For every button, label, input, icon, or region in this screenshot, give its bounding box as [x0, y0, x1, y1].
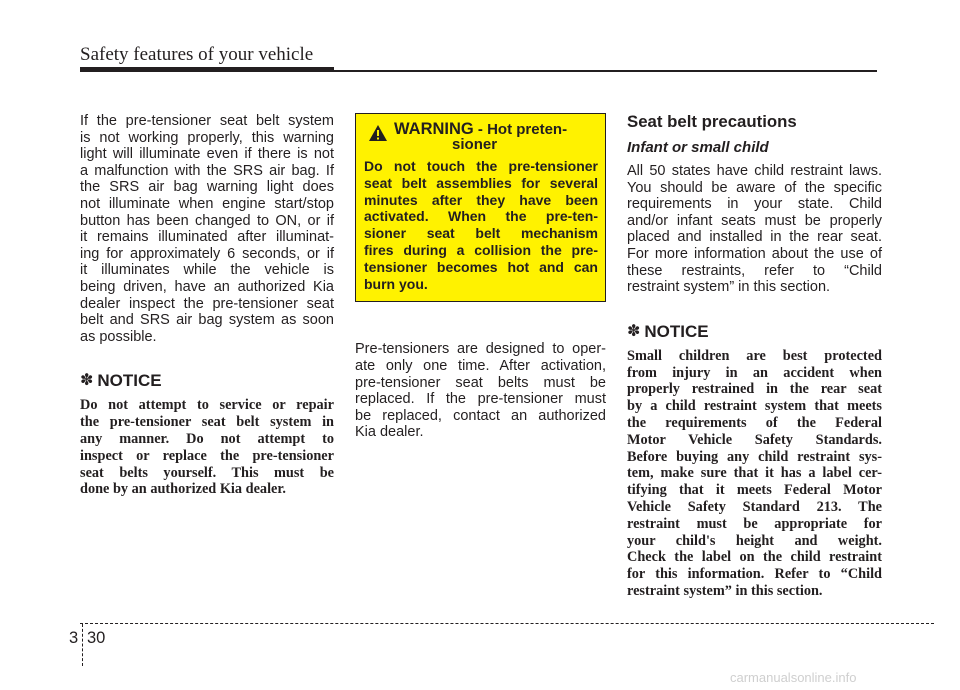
footer-rule	[80, 623, 934, 624]
text-line: Do not touch the pre-tensioner	[364, 158, 598, 174]
text-line: pre-tensioner seat belts must be	[355, 374, 606, 391]
warning-title	[364, 122, 598, 152]
text-line: restraint system” in this section.	[627, 279, 831, 296]
text-line: You should be aware of the specific	[627, 179, 882, 196]
text-line: it illuminates while the vehicle is	[80, 262, 334, 279]
warning-title-text	[394, 122, 567, 152]
warning-word: WARNING	[394, 120, 474, 138]
page-header-title: Safety features of your vehicle	[80, 44, 314, 65]
text-line: is not working properly, this warning	[80, 129, 334, 146]
text-line: restraint system” in this section.	[627, 582, 823, 599]
text-line: your child's height and weight.	[627, 532, 882, 549]
left-body-text	[80, 113, 334, 345]
text-line: Vehicle Safety Standard 213. The	[627, 498, 882, 515]
right-notice-heading	[627, 322, 882, 342]
text-line: properly restrained in the rear seat	[627, 381, 882, 398]
middle-column	[355, 113, 606, 441]
text-line: Before buying any child restraint sys-	[627, 448, 882, 465]
text-line: being driven, have an authorized Kia	[80, 278, 334, 295]
text-line: restraint must be appropriate for	[627, 515, 882, 532]
text-line: activated. When the pre-ten-	[364, 208, 598, 225]
text-line: done by an authorized Kia dealer.	[80, 481, 286, 498]
text-line: tifying that it meets Federal Motor	[627, 482, 882, 499]
asterisk-icon: ✽	[80, 372, 94, 390]
header-rule-thin	[334, 70, 877, 72]
text-line: the SRS air bag warning light does	[80, 179, 334, 196]
text-line: fires during a collision the pre-	[364, 241, 598, 258]
text-line: belt and SRS air bag system as soon	[80, 312, 334, 329]
right-body-text	[627, 163, 882, 296]
text-line: seat belts yourself. This must be	[80, 464, 334, 481]
text-line: sioner seat belt mechanism	[364, 225, 598, 242]
text-line: any manner. Do not attempt to	[80, 430, 334, 447]
text-line: as possible.	[80, 328, 157, 345]
text-line: Check the label on the child restraint	[627, 549, 882, 566]
text-line: be replaced, contact an authorized	[355, 407, 606, 424]
text-line: these restraints, refer to “Child	[627, 262, 882, 279]
text-line: button has been changed to ON, or if	[80, 212, 334, 229]
text-line: by a child restraint system that meets	[627, 398, 882, 415]
section-title: Seat belt precautions	[627, 112, 797, 131]
text-line: from injury in an accident when	[627, 364, 882, 381]
text-line: dealer inspect the pre-tensioner seat	[80, 295, 334, 312]
left-notice-heading	[80, 371, 334, 391]
warning-subtitle-line1: - Hot preten-	[473, 121, 568, 138]
text-line: ing for approximately 6 seconds, or if	[80, 245, 334, 262]
watermark: carmanualsonline.info	[730, 670, 857, 685]
text-line: inspect or replace the pre-tensioner	[80, 447, 334, 464]
warning-box	[355, 113, 606, 302]
text-line: Pre-tensioners are designed to oper-	[355, 341, 606, 358]
text-line: tensioner becomes hot and can	[364, 258, 598, 275]
text-line: and/or infant seats must be properly	[627, 212, 882, 229]
asterisk-icon: ✽	[627, 322, 641, 340]
text-line: replaced. If the pre-tensioner must	[355, 391, 606, 408]
text-line: not illuminate when engine start/stop	[80, 195, 334, 212]
text-line: the pre-tensioner seat belt system in	[80, 414, 334, 431]
text-line: Do not attempt to service or repair	[80, 397, 334, 414]
text-line: Small children are best protected	[627, 347, 882, 364]
text-line: seat belt assemblies for several	[364, 174, 598, 191]
text-line: burn you.	[364, 275, 428, 292]
left-notice-text	[80, 397, 334, 498]
text-line: it remains illuminated after illuminat-	[80, 229, 334, 246]
text-line: All 50 states have child restraint laws.	[627, 163, 882, 179]
left-column	[80, 113, 334, 498]
page-number: 30	[87, 629, 106, 647]
right-column	[627, 113, 882, 600]
warning-triangle-icon	[368, 124, 388, 142]
middle-body-text	[355, 341, 606, 441]
sub-title: Infant or small child	[627, 139, 769, 156]
notice-heading-label: NOTICE	[644, 321, 709, 341]
footer-divider	[82, 624, 83, 666]
chapter-number: 3	[69, 629, 79, 647]
text-line: a malfunction with the SRS air bag. If	[80, 162, 334, 179]
text-line: If the pre-tensioner seat belt system	[80, 113, 334, 129]
text-line: the requirements of the Federal	[627, 414, 882, 431]
notice-heading-label: NOTICE	[97, 371, 162, 391]
warning-subtitle-line2: sioner	[452, 136, 498, 153]
text-line: ate only one time. After activation,	[355, 357, 606, 374]
text-line: minutes after they have been	[364, 191, 598, 208]
text-line: Motor Vehicle Safety Standards.	[627, 431, 882, 448]
text-line: placed and installed in the rear seat.	[627, 229, 882, 246]
right-notice-text	[627, 348, 882, 600]
text-line: for this information. Refer to “Child	[627, 566, 882, 583]
text-line: For more information about the use of	[627, 245, 882, 262]
header-rule-thick	[80, 67, 334, 72]
text-line: Kia dealer.	[355, 424, 424, 441]
text-line: light will illuminate even if there is not	[80, 146, 334, 163]
text-line: requirements in your state. Child	[627, 196, 882, 213]
text-line: tem, make sure that it has a label cer-	[627, 465, 882, 482]
warning-body-text	[364, 158, 598, 292]
